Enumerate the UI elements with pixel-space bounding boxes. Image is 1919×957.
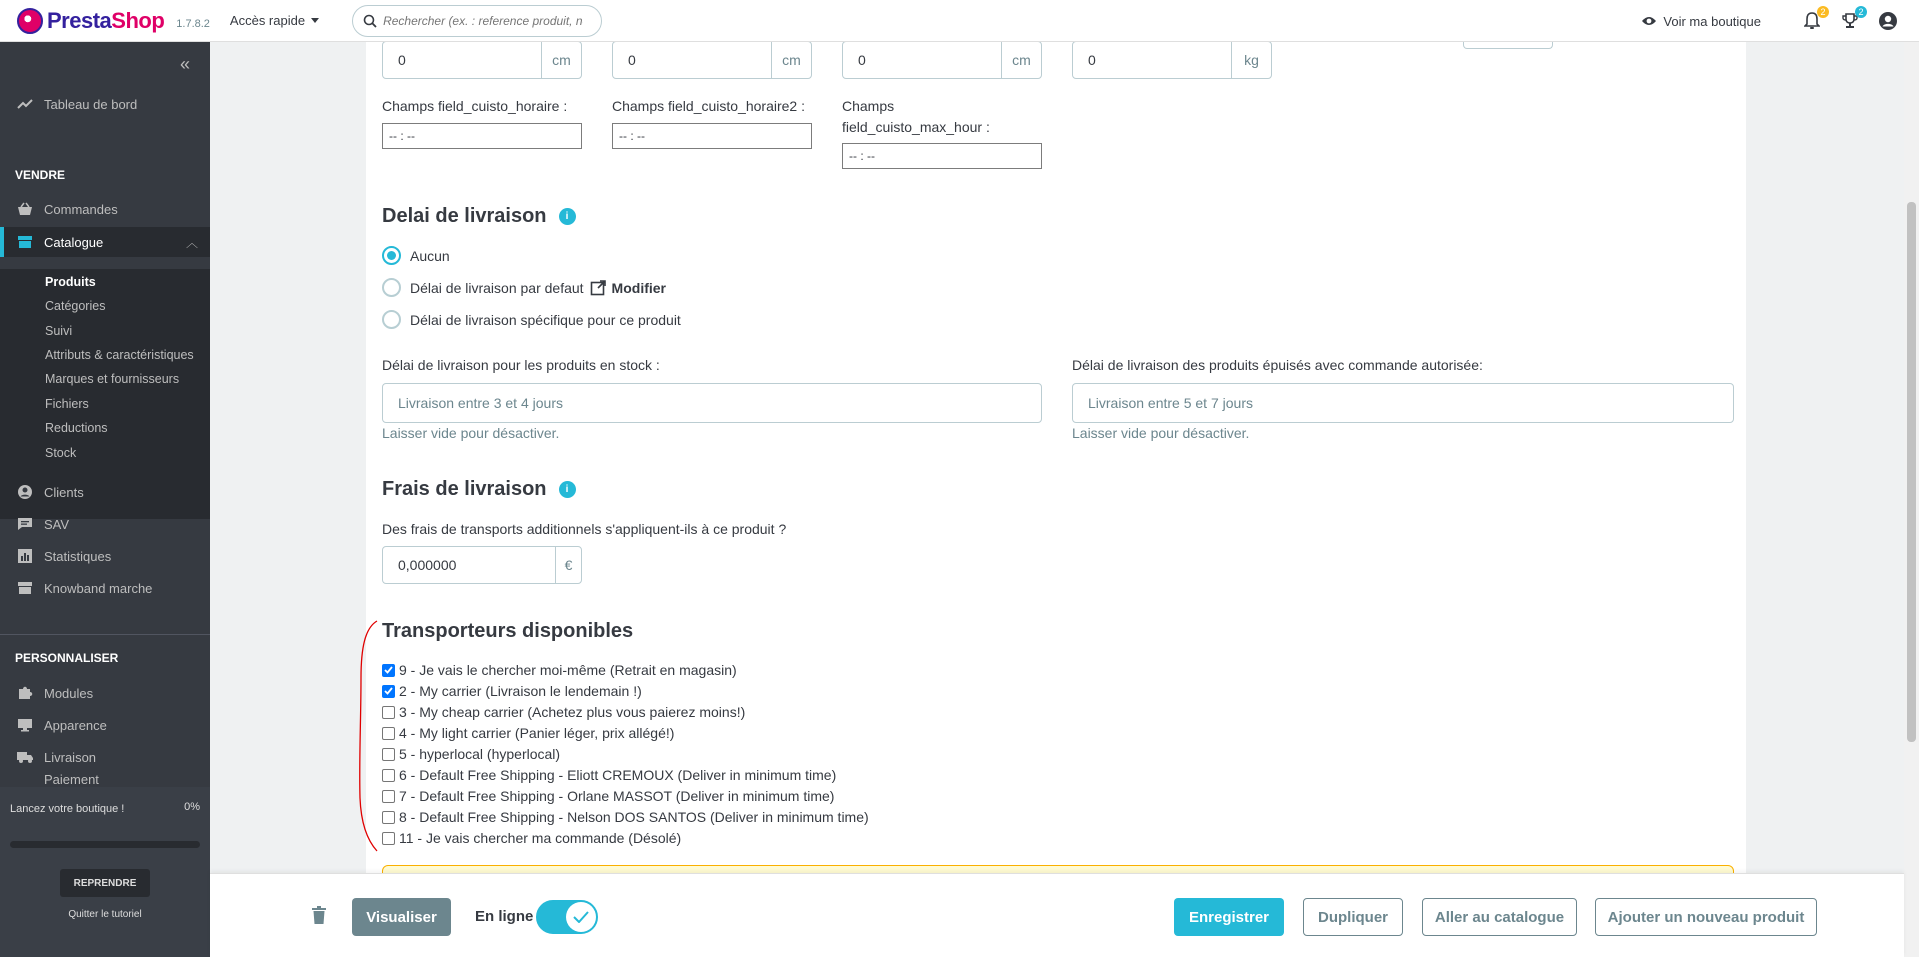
search-input[interactable] (383, 14, 583, 28)
submenu-stock[interactable]: Stock (45, 446, 77, 460)
product-footer-toolbar (210, 873, 1904, 957)
submenu-attributes[interactable]: Attributs & caractéristiques (45, 348, 194, 362)
carrier-option[interactable] (382, 661, 737, 679)
carrier-label: 5 - hyperlocal (hyperlocal) (399, 746, 561, 762)
user-circle-icon (15, 484, 35, 500)
carrier-label: 8 - Default Free Shipping - Nelson DOS SANTOS (Deliver in minimum time) (399, 809, 869, 825)
carrier-option[interactable] (382, 724, 674, 742)
radio-delivery-none[interactable]: Aucun (382, 246, 450, 265)
carrier-option[interactable] (382, 787, 834, 805)
sidebar-item-appearance[interactable]: Apparence (0, 710, 210, 740)
field-cuisto-horaire-label: Champs field_cuisto_horaire : (382, 98, 568, 114)
carrier-label: 3 - My cheap carrier (Achetez plus vous paierez moins!) (399, 704, 746, 720)
onboarding-progress (10, 841, 200, 848)
sidebar-item-catalog[interactable]: Catalogue ︿ (0, 227, 210, 257)
scrollbar-thumb[interactable] (1907, 202, 1916, 742)
sidebar-item-customers[interactable]: Clients (0, 477, 210, 507)
modify-link[interactable]: Modifier (590, 280, 666, 296)
onboarding-panel (0, 787, 210, 957)
radio-delivery-specific[interactable]: Délai de livraison spécifique pour ce produit (382, 310, 681, 329)
search-bar[interactable] (352, 5, 602, 37)
bar-chart-icon (15, 549, 35, 563)
submenu-brands[interactable]: Marques et fournisseurs (45, 372, 180, 386)
trash-icon (312, 906, 326, 924)
sidebar-item-sav[interactable]: SAV (0, 509, 210, 539)
trophy-button[interactable] (1839, 7, 1864, 32)
submenu-files[interactable]: Fichiers (45, 397, 89, 411)
sidebar-item-modules[interactable]: Modules (0, 678, 210, 708)
field-cuisto-horaire-input[interactable]: -- : -- (382, 123, 582, 149)
delivery-time-title: Delai de livraison i (382, 205, 576, 228)
carriers-title: Transporteurs disponibles (382, 620, 634, 642)
basket-icon (15, 202, 35, 216)
external-link-icon (590, 280, 606, 296)
in-stock-delivery-label: Délai de livraison pour les produits en stock : (382, 357, 660, 373)
carrier-option[interactable] (382, 808, 869, 826)
store-icon (15, 235, 35, 249)
online-toggle[interactable] (536, 900, 598, 934)
collapse-sidebar-icon[interactable]: « (179, 54, 190, 74)
truck-icon (15, 750, 35, 764)
red-annotation-mark (355, 618, 385, 858)
carrier-label: 2 - My carrier (Livraison le lendemain !) (399, 683, 642, 699)
onboarding-text: Lancez votre boutique ! (10, 803, 125, 815)
oos-help: Laisser vide pour désactiver. (1072, 425, 1250, 441)
field-cuisto-horaire2-label: Champs field_cuisto_horaire2 : (612, 98, 805, 114)
chat-icon (15, 517, 35, 531)
resume-tutorial-button[interactable]: REPRENDRE (60, 869, 150, 897)
carrier-label: 4 - My light carrier (Panier léger, prix allégé!) (399, 725, 675, 741)
main-content (210, 42, 1904, 957)
monitor-icon (15, 718, 35, 732)
preview-button[interactable]: Visualiser (352, 898, 451, 936)
carrier-option[interactable] (382, 682, 642, 700)
width-input[interactable]: 0 cm (382, 42, 582, 79)
depth-input[interactable]: 0 cm (842, 42, 1042, 79)
save-button[interactable]: Enregistrer (1174, 898, 1284, 936)
view-shop-link[interactable]: Voir ma boutique (1641, 14, 1761, 29)
onboarding-percent: 0% (184, 801, 200, 813)
notifications-button[interactable] (1801, 7, 1826, 32)
add-new-product-button[interactable]: Ajouter un nouveau produit (1595, 898, 1817, 936)
submenu-discounts[interactable]: Reductions (45, 421, 108, 435)
delete-product-button[interactable] (312, 906, 326, 927)
in-stock-help: Laisser vide pour désactiver. (382, 425, 560, 441)
trending-up-icon (15, 98, 35, 110)
sidebar-item-shipping[interactable]: Livraison (0, 742, 210, 772)
quit-tutorial-link[interactable]: Quitter le tutoriel (68, 909, 142, 920)
caret-down-icon (311, 18, 319, 23)
carrier-label: 9 - Je vais le chercher moi-même (Retrait en magasin) (399, 662, 737, 678)
sidebar-item-dashboard[interactable]: Tableau de bord (0, 89, 210, 119)
sidebar (0, 42, 210, 957)
eye-icon (1641, 15, 1657, 27)
sidebar-item-stats[interactable]: Statistiques (0, 541, 210, 571)
radio-checked (382, 246, 401, 265)
info-icon[interactable]: i (559, 208, 576, 225)
carrier-option[interactable] (382, 766, 836, 784)
height-input[interactable]: 0 cm (612, 42, 812, 79)
hidden-input-edge (1463, 42, 1553, 49)
go-to-catalog-button[interactable]: Aller au catalogue (1422, 898, 1577, 936)
carrier-label: 7 - Default Free Shipping - Orlane MASSOT (Deliver in minimum time) (399, 788, 835, 804)
prestashop-logo-icon (17, 8, 43, 34)
sidebar-item-orders[interactable]: Commandes (0, 194, 210, 224)
field-cuisto-max-hour-input[interactable]: -- : -- (842, 143, 1042, 169)
quick-access-dropdown[interactable]: Accès rapide (230, 13, 319, 28)
in-stock-delivery-input[interactable]: Livraison entre 3 et 4 jours (382, 383, 1042, 423)
field-cuisto-horaire2-input[interactable]: -- : -- (612, 123, 812, 149)
section-sell: VENDRE (15, 168, 66, 182)
carrier-option[interactable] (382, 745, 560, 763)
carrier-label: 6 - Default Free Shipping - Eliott CREMOUX (Deliver in minimum time) (399, 767, 837, 783)
weight-input[interactable]: 0 kg (1072, 42, 1272, 79)
version-label: 1.7.8.2 (176, 17, 210, 30)
submenu-tracking[interactable]: Suivi (45, 324, 73, 338)
shipping-fees-question: Des frais de transports additionnels s'appliquent-ils à ce produit ? (382, 521, 787, 537)
online-label: En ligne (475, 908, 534, 925)
check-icon (573, 911, 589, 923)
prestashop-logo[interactable]: PrestaShop (17, 8, 164, 34)
store-icon (15, 581, 35, 595)
carrier-label: 11 - Je vais chercher ma commande (Désolé) (399, 830, 682, 846)
submenu-categories[interactable]: Catégories (45, 299, 106, 313)
field-cuisto-max-hour-label-a: Champs (842, 98, 895, 114)
duplicate-button[interactable]: Dupliquer (1303, 898, 1403, 936)
sidebar-item-payment[interactable]: Paiement (44, 772, 99, 786)
shipping-fees-title: Frais de livraison i (382, 478, 576, 501)
oos-delivery-input[interactable]: Livraison entre 5 et 7 jours (1072, 383, 1734, 423)
trophy-badge: 2 (1855, 6, 1867, 18)
field-cuisto-max-hour-label-b: field_cuisto_max_hour : (842, 119, 990, 135)
account-button[interactable] (1877, 10, 1899, 32)
info-icon[interactable]: i (559, 481, 576, 498)
submenu-products[interactable]: Produits (45, 275, 96, 289)
carrier-option[interactable] (382, 703, 745, 721)
notifications-badge: 2 (1817, 6, 1829, 18)
search-icon (363, 14, 377, 28)
puzzle-icon (15, 685, 35, 701)
scrollbar[interactable] (1904, 42, 1919, 957)
sidebar-item-knowband[interactable]: Knowband marche (0, 573, 210, 603)
additional-shipping-input[interactable]: 0,000000 € (382, 546, 582, 584)
oos-delivery-label: Délai de livraison des produits épuisés avec commande autorisée: (1072, 357, 1483, 373)
section-customize: PERSONNALISER (15, 651, 119, 665)
carrier-option[interactable] (382, 829, 681, 847)
chevron-up-icon: ︿ (185, 235, 198, 250)
radio-delivery-default[interactable]: Délai de livraison par defaut Modifier (382, 278, 666, 297)
sidebar-divider (0, 634, 210, 635)
user-icon (1878, 11, 1898, 31)
top-header (0, 0, 1919, 42)
